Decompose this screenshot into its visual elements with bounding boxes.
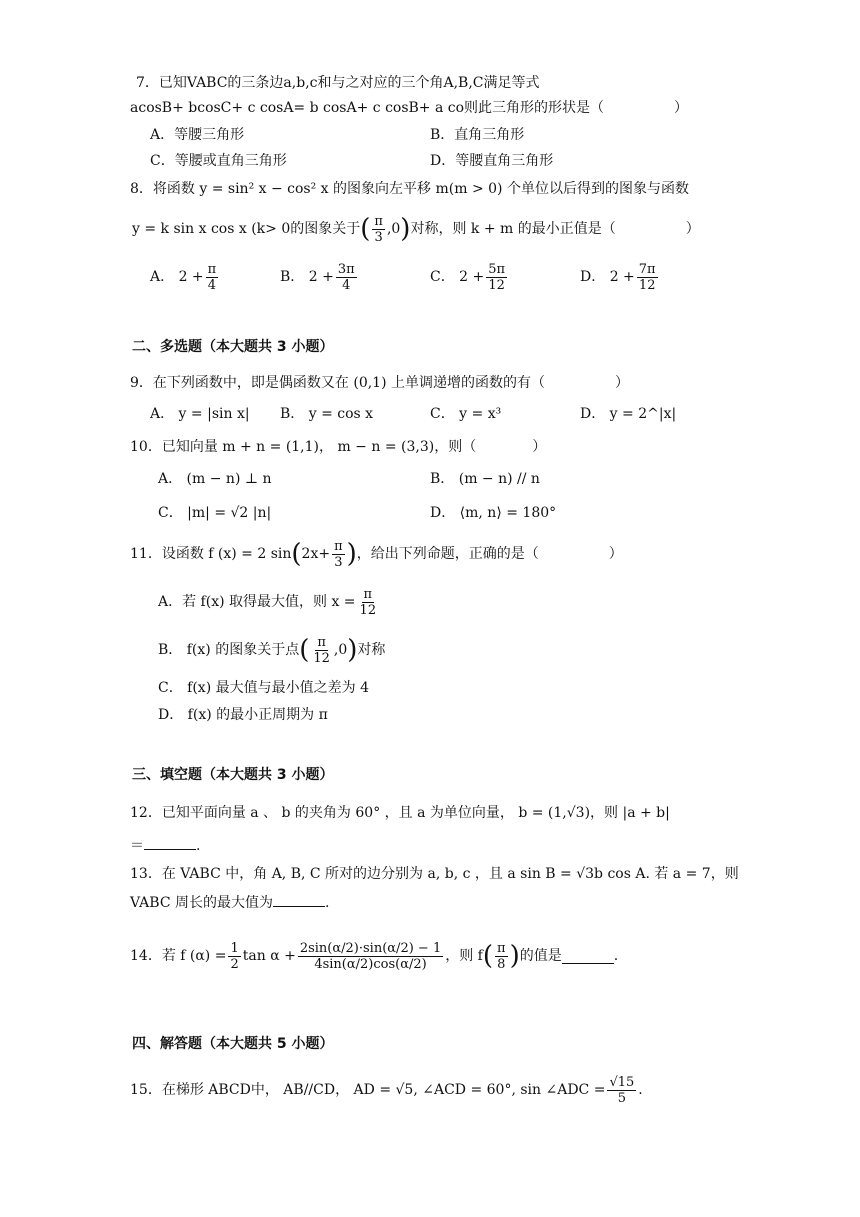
q11-option-a: A．若 f(x) 取得最大值，则 x = $\frac{\pi}{12}$ — [158, 586, 377, 618]
q14-big-fraction: $\frac{2\sin(\alpha/2)\cdot\sin(\alpha/2) - 1}{4\sin(\alpha/2)\cos(\alpha/2)}$ — [299, 940, 442, 972]
q15-stem: 15．在梯形 ABCD中， AB//CD， AD = √5, ∠ACD = 60°, sin ∠ADC = $\frac{√15}{5}$ . — [130, 1074, 643, 1106]
q7-stem-line2: acosB+ bcosC+ c cosA= b cosA+ c cosB+ a co则此三角形的形状是（ ） — [130, 100, 689, 116]
q11-option-c: C． f(x) 最大值与最小值之差为 4 — [158, 680, 369, 696]
q8-stem-line2: y = k sin x cos x (k> 0的图象关于 ( $\frac{\pi}{3}$ ,0 ) 对称，则 k + m 的最小正值是（ ） — [132, 213, 700, 245]
q7-option-d: D．等腰直角三角形 — [430, 153, 554, 169]
q13-stem-line1: 13．在 VABC 中，角 A, B, C 所对的边分别为 a, b, c ，且 a sin B = √3b cos A. 若 a = 7，则 — [130, 866, 739, 882]
q11-option-d: D． f(x) 的最小正周期为 π — [158, 707, 328, 723]
q9-option-c: C． y = x³ — [430, 406, 502, 422]
q8-stem-line1: 8．将函数 y = sin² x − cos² x 的图象向左平移 m(m > 0) 个单位以后得到的图象与函数 — [130, 181, 689, 197]
section-heading-fill-in: 三、填空题（本大题共 3 小题） — [132, 767, 334, 783]
q8-option-b: B． 2 + $\frac{3\pi}{4}$ — [280, 261, 355, 293]
q9-option-b: B． y = cos x — [280, 406, 374, 422]
q9-option-d: D． y = 2^|x| — [580, 406, 677, 422]
section-heading-multi-choice: 二、多选题（本大题共 3 小题） — [132, 339, 334, 355]
q10-option-b: B． (m − n) // n — [430, 471, 540, 487]
q11-option-b: B． f(x) 的图象关于点 ( $\frac{\pi}{12}$ ,0 ) 对称 — [158, 634, 386, 666]
q8-option-d: D． 2 + $\frac{7\pi}{12}$ — [580, 261, 656, 293]
q10-option-c: C． |m| = √2 |n| — [158, 505, 272, 521]
q12-answer-blank[interactable] — [144, 835, 196, 850]
q10-stem: 10．已知向量 m + n = (1,1)， m − n = (3,3)，则（ ） — [130, 439, 547, 455]
q13-answer-blank[interactable] — [273, 892, 325, 907]
q14-stem: 14．若 f (α) = $\frac{1}{2}$ tan α + $\frac{2\sin(\alpha/2)\cdot\sin(\alpha/2) - 1}{4\sin(\alpha/2)\cos(\alpha/2)}$ ，则 f ( $\frac{\pi}{8}$ ) 的值是 . — [130, 940, 619, 972]
q11-stem: 11．设函数 f (x) = 2 sin ( 2x+ $\frac{\pi}{3}$ ) ，给出下列命题，正确的是（ ） — [130, 538, 623, 570]
section-heading-solution: 四、解答题（本大题共 5 小题） — [132, 1036, 334, 1052]
q8-option-c: C． 2 + $\frac{5\pi}{12}$ — [430, 261, 506, 293]
q7-option-c: C．等腰或直角三角形 — [150, 153, 287, 169]
q12-stem-line1: 12．已知平面向量 a 、 b 的夹角为 60° ，且 a 为单位向量， b = (1,√3)，则 |a + b| — [130, 805, 670, 821]
q14-answer-blank[interactable] — [562, 949, 614, 964]
q7-option-a: A．等腰三角形 — [150, 127, 245, 143]
q7-option-b: B．直角三角形 — [430, 127, 525, 143]
q12-stem-line2: ＝ . — [130, 835, 200, 856]
q13-stem-line2: VABC 周长的最大值为 . — [130, 892, 329, 913]
q8-stem-line2-a: y = k sin x cos x (k> 0的图象关于 — [132, 221, 361, 237]
q8-stem-line2-b: 对称，则 k + m 的最小正值是（ ） — [410, 221, 700, 237]
q8-point-fraction: $\frac{\pi}{3}$ — [374, 213, 383, 245]
q7-stem-line1: 7．已知VABC的三条边a,b,c和与之对应的三个角A,B,C满足等式 — [136, 75, 540, 91]
q9-stem: 9．在下列函数中，即是偶函数又在 (0,1) 上单调递增的函数的有（ ） — [130, 375, 629, 391]
q9-option-a: A． y = |sin x| — [150, 406, 250, 422]
q8-option-a: A． 2 + $\frac{\pi}{4}$ — [150, 261, 217, 293]
q10-option-a: A． (m − n) ⊥ n — [158, 471, 272, 487]
q10-option-d: D． ⟨m, n⟩ = 180° — [430, 505, 557, 521]
